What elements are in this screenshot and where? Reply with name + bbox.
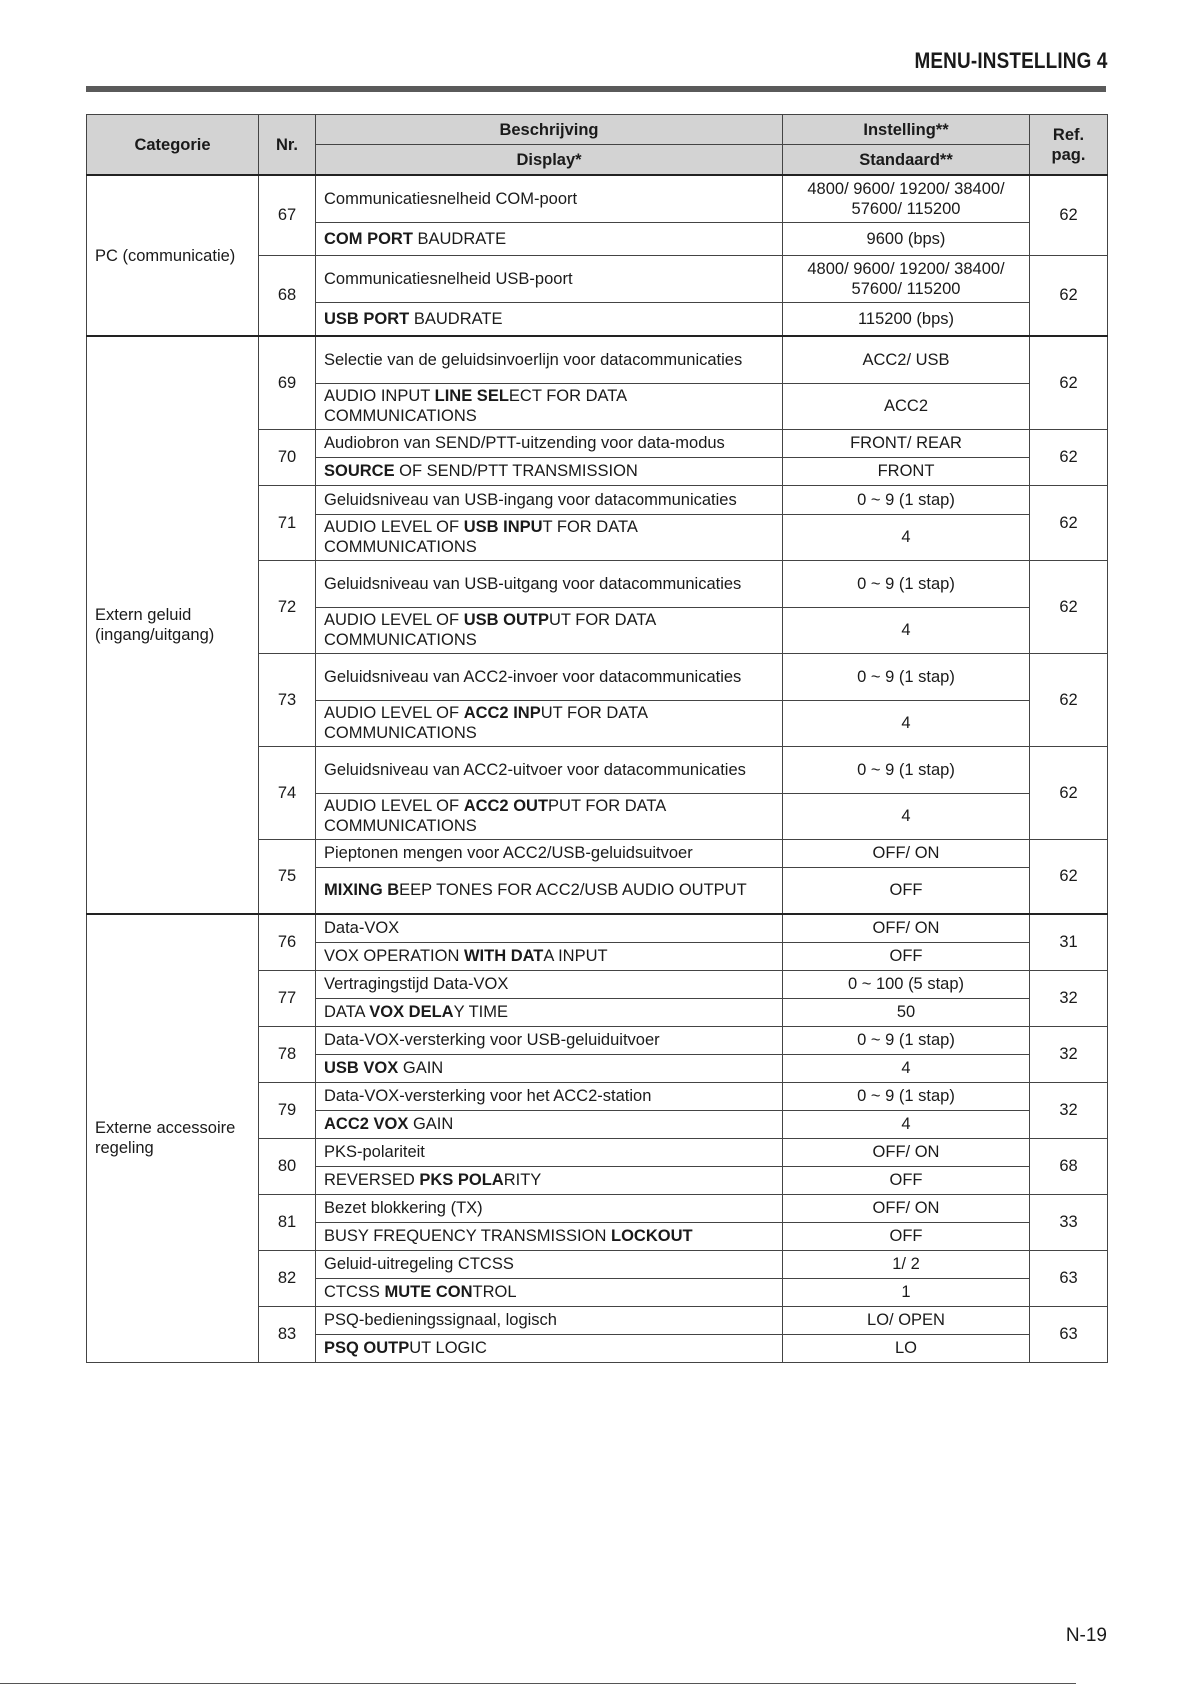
display-bold-segment: USB OUTP (463, 611, 549, 629)
ref-page-cell: 31 (1030, 914, 1108, 970)
setting-cell: FRONT/ REAR (783, 429, 1030, 457)
description-cell: Vertragingstijd Data-VOX (316, 970, 783, 998)
display-segment: AUDIO LEVEL OF (324, 611, 464, 629)
setting-cell: LO/ OPEN (783, 1306, 1030, 1334)
column-header-setting: Instelling** (783, 115, 1030, 145)
display-segment: CTCSS (324, 1283, 385, 1301)
display-cell (316, 457, 783, 485)
display-segment: UT FOR DATA COMMUNICATIONS (324, 704, 648, 742)
display-cell (316, 793, 783, 839)
ref-page-cell: 62 (1030, 336, 1108, 429)
display-segment: Y TIME (453, 1003, 509, 1021)
ref-page-cell: 33 (1030, 1194, 1108, 1250)
default-cell: OFF (783, 1166, 1030, 1194)
default-cell: 4 (783, 607, 1030, 653)
setting-cell: OFF/ ON (783, 1194, 1030, 1222)
ref-page-cell: 62 (1030, 429, 1108, 485)
display-bold-segment: ACC2 INP (463, 704, 541, 722)
setting-cell: 0 ~ 100 (5 stap) (783, 970, 1030, 998)
default-cell: 9600 (bps) (783, 222, 1030, 255)
ref-page-cell: 68 (1030, 1138, 1108, 1194)
ref-page-cell: 32 (1030, 1082, 1108, 1138)
display-cell (316, 700, 783, 746)
description-cell: Bezet blokkering (TX) (316, 1194, 783, 1222)
display-segment: AUDIO LEVEL OF (324, 797, 464, 815)
bottom-rule (0, 1683, 1076, 1684)
menu-number: 72 (259, 560, 316, 653)
setting-cell: OFF/ ON (783, 839, 1030, 867)
setting-cell: OFF/ ON (783, 914, 1030, 942)
menu-number: 83 (259, 1306, 316, 1362)
description-cell: Geluid-uitregeling CTCSS (316, 1250, 783, 1278)
column-header-category: Categorie (87, 115, 259, 176)
display-bold-segment: COM PORT (324, 229, 413, 248)
default-cell: OFF (783, 867, 1030, 914)
display-bold-segment: PSQ OUTP (324, 1339, 410, 1357)
menu-number: 75 (259, 839, 316, 914)
ref-page-cell: 62 (1030, 255, 1108, 336)
column-header-nr: Nr. (259, 115, 316, 176)
default-cell: 4 (783, 793, 1030, 839)
display-bold-segment: SOURCE (324, 462, 395, 480)
display-segment: AUDIO LEVEL OF (324, 704, 464, 722)
display-cell (316, 607, 783, 653)
menu-number: 82 (259, 1250, 316, 1306)
column-header-ref (1030, 115, 1108, 176)
setting-cell: 0 ~ 9 (1 stap) (783, 485, 1030, 514)
display-bold-segment: MUTE CON (384, 1283, 473, 1301)
display-segment: DATA (324, 1003, 370, 1021)
display-segment: AUDIO INPUT (324, 387, 435, 405)
menu-number: 77 (259, 970, 316, 1026)
table-row (87, 914, 1108, 942)
menu-number: 69 (259, 336, 316, 429)
description-cell: Pieptonen mengen voor ACC2/USB-geluidsuitvoer (316, 839, 783, 867)
default-cell: OFF (783, 1222, 1030, 1250)
description-cell: Geluidsniveau van ACC2-invoer voor datacommunicaties (316, 653, 783, 700)
setting-cell: OFF/ ON (783, 1138, 1030, 1166)
display-bold-segment: USB PORT (324, 309, 410, 328)
display-segment: AUDIO LEVEL OF (324, 518, 464, 536)
setting-cell: 1/ 2 (783, 1250, 1030, 1278)
table-row (87, 336, 1108, 383)
menu-number: 78 (259, 1026, 316, 1082)
display-cell (316, 1334, 783, 1362)
ref-page-cell: 62 (1030, 746, 1108, 839)
description-cell: Geluidsniveau van ACC2-uitvoer voor datacommunicaties (316, 746, 783, 793)
display-segment: BAUDRATE (409, 309, 503, 328)
category-cell: Externe accessoire regeling (87, 914, 259, 1362)
default-cell: 4 (783, 700, 1030, 746)
display-segment: UT LOGIC (409, 1339, 487, 1357)
menu-number: 71 (259, 485, 316, 560)
setting-cell: 0 ~ 9 (1 stap) (783, 560, 1030, 607)
display-bold-segment: MIXING B (324, 881, 400, 900)
menu-number: 80 (259, 1138, 316, 1194)
column-header-default: Standaard** (783, 145, 1030, 176)
description-cell: Audiobron van SEND/PTT-uitzending voor data-modus (316, 429, 783, 457)
display-cell (316, 514, 783, 560)
display-cell (316, 1222, 783, 1250)
ref-page-cell: 63 (1030, 1306, 1108, 1362)
ref-page-cell: 62 (1030, 485, 1108, 560)
display-segment: UT FOR DATA COMMUNICATIONS (324, 611, 656, 649)
column-header-description: Beschrijving (316, 115, 783, 145)
display-bold-segment: ACC2 OUT (463, 797, 549, 815)
column-header-ref-line1: Ref. (1052, 125, 1085, 144)
description-cell: Data-VOX (316, 914, 783, 942)
display-cell (316, 383, 783, 429)
display-bold-segment: PKS POLA (419, 1171, 504, 1189)
ref-page-cell: 32 (1030, 1026, 1108, 1082)
column-header-display: Display* (316, 145, 783, 176)
default-cell: LO (783, 1334, 1030, 1362)
menu-number: 68 (259, 255, 316, 336)
display-segment: GAIN (408, 1115, 454, 1133)
menu-number: 81 (259, 1194, 316, 1250)
default-cell: OFF (783, 942, 1030, 970)
category-cell: PC (communicatie) (87, 175, 259, 336)
description-cell: Geluidsniveau van USB-ingang voor datacommunicaties (316, 485, 783, 514)
menu-number: 73 (259, 653, 316, 746)
default-cell: ACC2 (783, 383, 1030, 429)
default-cell: 50 (783, 998, 1030, 1026)
display-segment: EEP TONES FOR ACC2/USB AUDIO OUTPUT (399, 881, 747, 900)
display-cell (316, 867, 783, 914)
menu-settings-table (86, 114, 1108, 1363)
display-segment: GAIN (398, 1059, 444, 1077)
display-cell (316, 302, 783, 336)
description-cell: Selectie van de geluidsinvoerlijn voor datacommunicaties (316, 336, 783, 383)
display-bold-segment: USB VOX (324, 1059, 399, 1077)
description-cell: PKS-polariteit (316, 1138, 783, 1166)
display-segment: PUT FOR DATA COMMUNICATIONS (324, 797, 666, 835)
description-cell: Geluidsniveau van USB-uitgang voor datacommunicaties (316, 560, 783, 607)
display-segment: RITY (503, 1171, 542, 1189)
description-cell: PSQ-bedieningssignaal, logisch (316, 1306, 783, 1334)
display-cell (316, 1278, 783, 1306)
display-cell (316, 942, 783, 970)
display-segment: BUSY FREQUENCY TRANSMISSION (324, 1227, 611, 1245)
display-bold-segment: USB INPU (463, 518, 543, 536)
menu-table-body (87, 175, 1108, 1362)
display-segment: ECT FOR DATA COMMUNICATIONS (324, 387, 627, 425)
menu-number: 70 (259, 429, 316, 485)
display-segment: BAUDRATE (412, 229, 507, 248)
default-cell: 4 (783, 1054, 1030, 1082)
description-cell: Data-VOX-versterking voor het ACC2-station (316, 1082, 783, 1110)
ref-page-cell: 63 (1030, 1250, 1108, 1306)
display-segment: T FOR DATA COMMUNICATIONS (324, 518, 637, 556)
menu-number: 67 (259, 175, 316, 255)
display-segment: TROL (472, 1283, 517, 1301)
description-cell: Communicatiesnelheid COM-poort (316, 175, 783, 222)
setting-cell: 0 ~ 9 (1 stap) (783, 1026, 1030, 1054)
display-bold-segment: WITH DAT (463, 947, 544, 965)
page-header-title: MENU-INSTELLING 4 (914, 48, 1108, 73)
table-row (87, 175, 1108, 222)
display-segment: OF SEND/PTT TRANSMISSION (394, 462, 638, 480)
default-cell: 1 (783, 1278, 1030, 1306)
default-cell: 115200 (bps) (783, 302, 1030, 336)
display-cell (316, 1110, 783, 1138)
display-segment: REVERSED (324, 1171, 420, 1189)
setting-cell: 4800/ 9600/ 19200/ 38400/ 57600/ 115200 (783, 255, 1030, 302)
setting-cell: 0 ~ 9 (1 stap) (783, 1082, 1030, 1110)
display-cell (316, 998, 783, 1026)
ref-page-cell: 62 (1030, 175, 1108, 255)
ref-page-cell: 62 (1030, 560, 1108, 653)
display-cell (316, 1054, 783, 1082)
setting-cell: 0 ~ 9 (1 stap) (783, 653, 1030, 700)
default-cell: FRONT (783, 457, 1030, 485)
display-cell (316, 222, 783, 255)
ref-page-cell: 32 (1030, 970, 1108, 1026)
display-segment: A INPUT (543, 947, 608, 965)
setting-cell: ACC2/ USB (783, 336, 1030, 383)
display-bold-segment: LOCKOUT (610, 1227, 693, 1245)
menu-number: 79 (259, 1082, 316, 1138)
default-cell: 4 (783, 514, 1030, 560)
menu-number: 74 (259, 746, 316, 839)
display-segment: VOX OPERATION (324, 947, 464, 965)
display-bold-segment: VOX DELA (369, 1003, 454, 1021)
category-cell: Extern geluid (ingang/uitgang) (87, 336, 259, 914)
header-rule (86, 86, 1106, 92)
page-number: N-19 (1065, 1625, 1107, 1646)
ref-page-cell: 62 (1030, 839, 1108, 914)
description-cell: Data-VOX-versterking voor USB-geluiduitvoer (316, 1026, 783, 1054)
display-bold-segment: ACC2 VOX (324, 1115, 409, 1133)
ref-page-cell: 62 (1030, 653, 1108, 746)
display-cell (316, 1166, 783, 1194)
display-bold-segment: LINE SEL (434, 387, 509, 405)
menu-number: 76 (259, 914, 316, 970)
column-header-ref-line2: pag. (1051, 145, 1086, 164)
description-cell: Communicatiesnelheid USB-poort (316, 255, 783, 302)
default-cell: 4 (783, 1110, 1030, 1138)
setting-cell: 4800/ 9600/ 19200/ 38400/ 57600/ 115200 (783, 175, 1030, 222)
setting-cell: 0 ~ 9 (1 stap) (783, 746, 1030, 793)
